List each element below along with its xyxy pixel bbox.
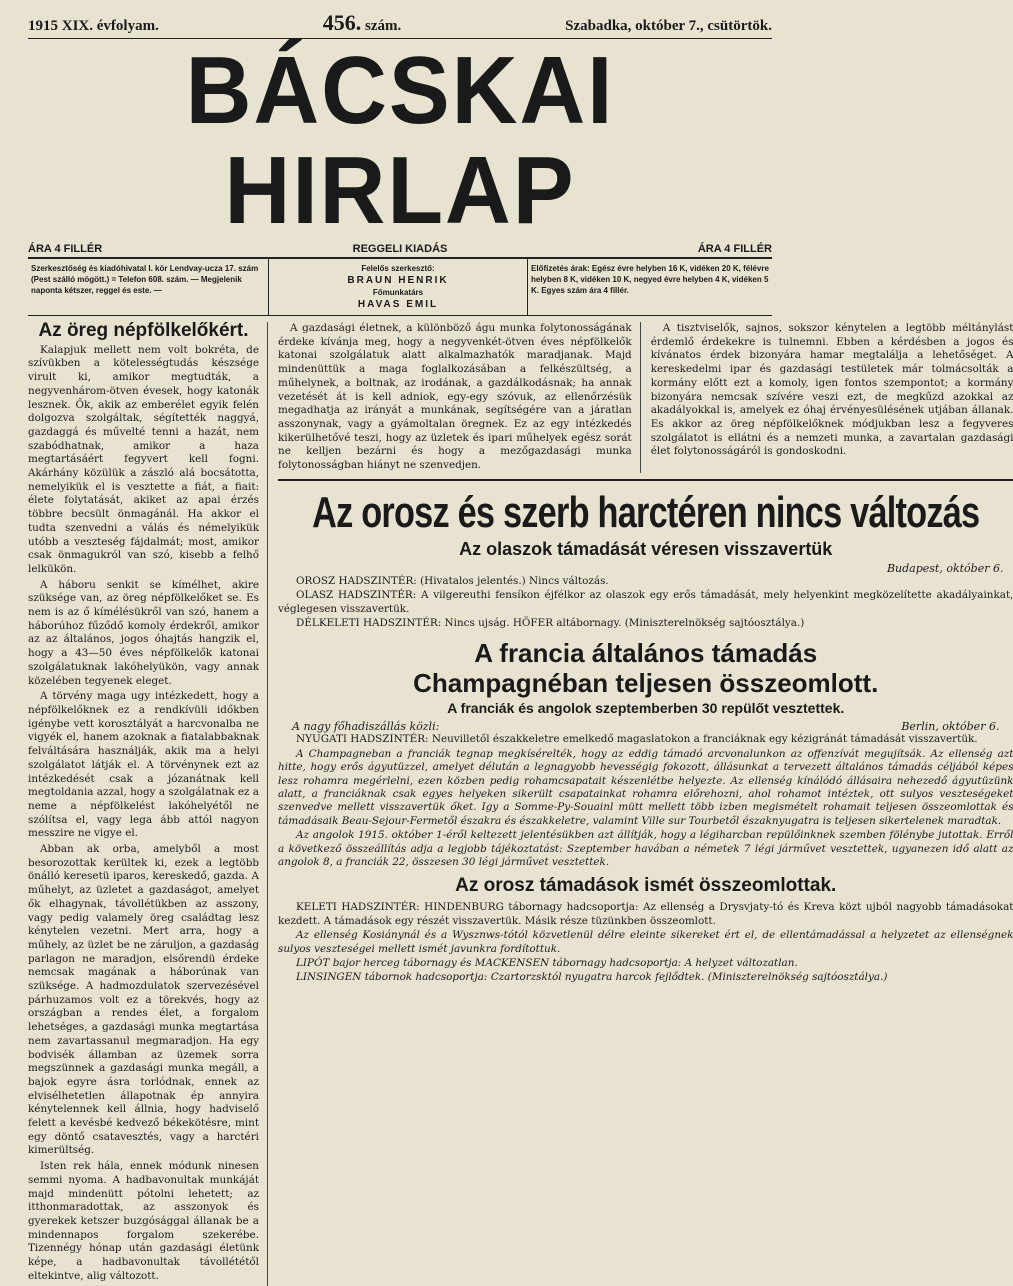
french-subheadline: A franciák és angolok szeptemberben 30 repülőt vesztettek. <box>447 700 845 717</box>
war-news-body <box>278 575 1013 631</box>
war-paragraph: OROSZ HADSZINTÉR: (Hivatalos jelentés.) Nincs változás. <box>296 574 609 587</box>
page-body <box>28 320 1013 1286</box>
left-article-title: Az öreg népfölkelőkért. <box>38 320 249 341</box>
continuation-col-1 <box>278 322 641 473</box>
russian-paragraph: KELETI HADSZINTÉR: HINDENBURG tábornagy hadcsoportja: Az ellenség a Drysvjaty-tó és Kreva közt ujból nagyobb támadásokat kezdett. A támadások egy részét visszavertük. Másik része tüzünkben összeomlott. <box>278 901 1013 927</box>
war-headline: Az orosz és szerb harctéren nincs változás <box>312 487 980 537</box>
left-article <box>28 322 268 1286</box>
place-date: Szabadka, október 7., csütörtök. <box>565 18 772 34</box>
war-paragraph: OLASZ HADSZINTÉR: A vilgereuthi fensíkon éjfélkor az olaszok egy erős támadását, mely helyenkint megközelítette akadályainkat, véglegesen visszavertük. <box>278 589 1013 615</box>
left-paragraph: Abban ak orba, amelyből a most besorozottak kerültek ki, ezek a legtöbb önálló keresetü iparos, kereskedő, gazda. A műhelyt, az üzletet a gazdaságot, amelyet ők elhagynak, távollétükben az asszony, vagy pedig valamely öreg családtag lesz kénytelen vezetni. Mert arra, hogy a műhely, az üzlet be ne záruljon, a gazdaság parlagon ne maradjon, elsőrendü érdeke nemcsak magának a háborúnak van szüksége. A hadmozdulatok szervezésével párhuzamos volt ez a törekvés, hogy az országban a rendes élet, a forgalom lehetséges, a gazdasági munka megtartása nem zavartassanul megmaradjon. Ha egy bodvisék államban az üzemek sorra megszünnek a gazdasági munka megáll, a bajok egyre ásra torlódnak, ennek az elvisélhetetlen állapotnak ép annyira kénytelennek kell állnia, hogy hadviselő felett a kevésbé kedvező békekötésre, mint egy döntő csatavesztés, vagy a harctéri kimerültség. <box>28 843 259 1157</box>
price-right: ÁRA 4 FILLÉR <box>697 243 772 255</box>
issue-number: 456. <box>322 10 362 35</box>
info-bar <box>28 259 772 316</box>
french-dateline-left: A nagy főhadiszállás közli: <box>292 720 440 734</box>
french-headline-2: Champagnéban teljesen összeomlott. <box>413 668 879 699</box>
continuation-text-1: A gazdasági életnek, a különböző águ munka folytonosságának érdeke kívánja meg, hogy a negyvenkét-ötven éves népfölkelők katonai szolgálatuk alatt alkalmazhatók maradjanak. Majd mindenüttük a maga foglalkozásában a felkészültség, a műhelynek, a boltnak, az irodának, a gazdálkodásnak; ha annak vezetését át is kell adniok, egy-egy szóvuk, az ellenőrzésük megadhatja az irányát a munkának, segítségére van a járatlan asszonynak, vagy a gyámoltalan öregnek. Ez az egy intézkedés kikerülhetővé teszi, hogy az üzletek és ipari műhelyek egész sorát ne kelljen bezárni és hogy a mezőgazdasági munka folytonosságban hiányt ne szenvedjen. <box>278 322 632 472</box>
french-dateline-right: Berlin, október 6. <box>901 720 1000 734</box>
masthead-title: BÁCSKAI HIRLAP <box>185 37 615 244</box>
office-info: Szerkesztőség és kiadóhivatal I. kör Lendvay-ucza 17. szám (Pest szálló mögött.) = Telefon 608. szám. — Megjelenik naponta kétszer, reggel és este. — <box>31 264 259 295</box>
article-continuation <box>278 322 1013 481</box>
russian-paragraph: LINSINGEN tábornok hadcsoportja: Czartorzsktól nyugatra harcok fejlődtek. (Miniszterelnökség sajtóosztálya.) <box>296 971 888 984</box>
french-paragraph: NYUGATI HADSZINTÉR: Neuvilletől északkeletre emelkedő magaslatokon a franciáknak egy kézigránát támadását visszavertük. <box>296 733 978 746</box>
french-dateline-row <box>278 720 1013 733</box>
left-paragraph: A törvény maga ugy intézkedett, hogy a népfölkelőknek ez a rendkívüli időkben igénybe vett korosztályát a harcvonalba ne vigyék el, hanem azoknak a fiatalabbaknak felváltására használják, akik ma a helyi szolgálatot látják el. A törvénynek ezt az intézkedését csak a józanátnak kell megtoldania azzal, hogy a szolgálatnak ez a neme a népfölkelést lakóhelyétől ne szólítsa el, vagy lega ább attól nagyon messzire ne vigye el. <box>28 690 259 840</box>
continuation-col-2 <box>651 322 1013 473</box>
left-paragraph: A háboru senkit se kímélhet, akire szüksége van, az öreg népfölkelőket se. Es nem is az ő kímélésükről van szó, hanem a háborúhoz fűződő komoly érdekről, amikor az az általános, jogos óhajtás hangzik el, hogy a 43—50 éves népfölkelők katonai szolgálatuknak lakóhelyükön, vagy annak közelében tegyenek eleget. <box>28 578 259 687</box>
year-volume: 1915 XIX. évfolyam. <box>28 18 159 34</box>
left-paragraph: Isten rek hála, ennek módunk ninesen semmi nyoma. A hadbavonultak munkáját majd mindenütt pótolni lehetett; az itthonmaradottak, az asszonyok és gyerekek ketszer buzgósággal állanak be a mindennapos forgalom szekerébe. Tizennégy hónap után gazdasági életünk képe, a hadbavonultak távollététől eltekintve, alig változott. <box>28 1160 259 1282</box>
edition: REGGELI KIADÁS <box>352 243 448 255</box>
war-subheadline: Az olaszok támadását véresen visszavertük <box>459 538 833 559</box>
coworker-name: HAVAS EMIL <box>357 299 439 310</box>
right-area <box>278 322 1013 1286</box>
russian-news-body <box>278 901 1013 984</box>
top-line <box>28 10 772 39</box>
issue-number-group <box>323 10 402 36</box>
issue-suffix: szám. <box>364 18 402 34</box>
russian-paragraph: Az ellenség Kosiánynál és a Wysznws-tótól közvetlenül délre eleinte sikereket ért el, de ellentámadással a helyzetet az ellenségnek sulyos veszteségei mellett ismét javunkra fordítottuk. <box>278 929 1013 955</box>
left-paragraph: Kalapjuk mellett nem volt bokréta, de szívükben a kötelességtudás készsége virult ki, amikor megtudták, a negyvenhárom-ötven évesek, hogy katonák lesznek. Ők, akik az emberélet egyik felén dolgozva szolgáltak, ségítették naggyá, gazdaggá és művelté tenni a hazát, nem szabódhatnak, amikor a haza megtartásáért fegyvert kell fogni. Akárhány közülük a zászló alá bocsátotta, nemelyikük el is vesztette a fiát, a fiait: élete folytatását, akiket az apai érzés többre becsült önmagánál. Ha akkor el tudta szenvedni a válás és némelyikük utóbb a veszteség fájdalmát; most, amikor csak önmagukról van szó, kisebb a felhő lelkükön. <box>28 343 259 575</box>
french-headline-1: A francia általános támadás <box>474 638 818 669</box>
coworker-label: Főmunkatárs <box>372 288 424 297</box>
editor-name: BRAUN HENRIK <box>347 275 449 286</box>
russian-headline: Az orosz támadások ismét összeomlottak. <box>455 875 837 897</box>
russian-paragraph: LIPÓT bajor herceg tábornagy és MACKENSEN tábornagy hadcsoportja: A helyzet változatlan. <box>296 957 798 970</box>
subscription-info: Előfizetés árak: Egész évre helyben 16 K, vidéken 20 K, félévre helyben 8 K, vidéken 10 K, negyed évre helyben 4 K, vidéken 5 K. Egyes szám ára 4 fillér. <box>531 264 769 295</box>
editors-box <box>268 259 528 315</box>
war-dateline: Budapest, október 6. <box>886 561 1004 575</box>
french-paragraph: A Champagneban a franciák tegnap megkísérelték, hogy az eddig támadó arcvonalunkon az offenzívát megujítsák. Az ellenség azt hitte, hogy erős ágyutüzzel, amelyet délután a legnagyobb hevességig fokozott, állásunkat a tervezett általános támadás céljából képes lesz rohamra megérlelni, ezen közben pedig rohamcsapatait készenlétbe helyezte. Az ellenség kínálódó állásaira nehezedő ágyutüzünk alatt, a franciáknak csak egyes helyeken sikerült csapatainkat rohamra előrehozni, ahol rohamot intéztek, ott sulyos veszteségeket szenvedve mellett visszavertük őket. Igy a Somme-Py-Souainl mütt mellett több izben megismételt rohamait teljesen összeomlottak és támadásaik Beau-Sejour-Fermetől északra és északkeletre, valamint Ville sur Tourbetől északnyugatra is teljesen sikertelenek maradtak. <box>278 747 1013 827</box>
french-news-body <box>278 733 1013 869</box>
french-paragraph: Az angolok 1915. október 1-éről keltezett jelentésükben azt állítják, hogy a légiharcban repülőinknek szemben fölénybe jutottak. Erről a következő összeállítás adja a legjobb tájékoztatást: Szeptember havában a németek 7 légi járművet vesztettek, ugyanezen idő alatt az angolok 8, a franciák 22, összesen 30 légi járművet vesztettek. <box>278 829 1013 869</box>
editor-label: Felelős szerkesztő: <box>361 264 435 273</box>
price-left: ÁRA 4 FILLÉR <box>28 243 103 255</box>
war-paragraph: DÉLKELETI HADSZINTÉR: Nincs ujság. HÖFER altábornagy. (Miniszterelnökség sajtóosztálya.) <box>296 616 805 629</box>
continuation-text-2: A tisztviselők, sajnos, sokszor kénytelen a legtöbb méltánylást érdemlő érdekekre is tulnemni. Ebben a kérdésben a jogos és kívánatos érdek bizonyára hamar megtalálja a lehetőséget. A kereskedelmi ipar és gazdasági testületek már tolmácsolták a kormány előtt ezt a komoly, igen fontos szempontot; a kormány bizonyára nemcsak szívére veszi ezt, de megkűzd azokkal az akadályokkal is, amelyek ez óhaj érvényesülésének utjában állanak. Es akkor az öreg népfölkelőknek módjukban lesz a fegyveres szolgálatot is ellátni és a nemzeti munka, a zavartalan gazdasági élet folytonosságáról is gondoskodni. <box>650 322 1013 458</box>
